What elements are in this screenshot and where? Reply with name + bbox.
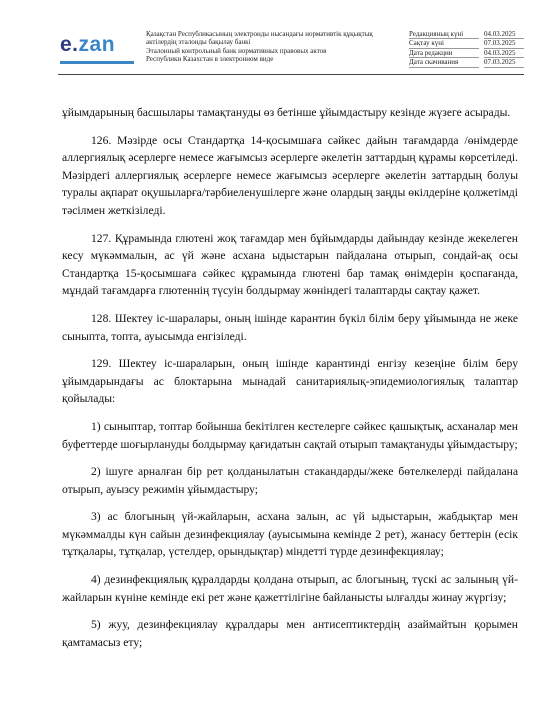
meta-value: 07.03.2025 [484, 58, 524, 67]
list-item-4: 4) дезинфекциялық құралдарды қолдана отырып, ас блогының, түскі ас залының үй-жайларын күніне кемінде екі рет және қажеттілігіне байланысты ылғалды жинау жүргізу; [62, 573, 518, 604]
meta-row-save-date-kz [409, 39, 524, 48]
paragraph-126: 126. Мәзірде осы Стандартқа 14-қосымшаға сәйкес дайын тағамдарда /өнімдерде аллергиялық әсерлерге немесе жағымсыз әсерлерге әкелетін заттардың құрамы көрсетіледі. Мәзірдегі аллергиялық әсерлерге немесе жағымсыз әсерлерге әкелетін заттардың болуы туралы ақпарат оқушыларға/тәрбиеленушілерге және олардың заңды өкілдеріне қолжетімді тәсілмен жеткізіледі. [62, 133, 518, 217]
meta-row-edition-date-kz [409, 30, 524, 39]
header-dates [409, 30, 524, 68]
list-item-5: 5) жуу, дезинфекциялау құралдары мен антисептиктердің азаймайтын қорымен қамтамасыз ету; [62, 618, 518, 649]
paragraph-128: 128. Шектеу іс-шаралары, оның ішінде карантин бүкіл білім беру ұйымында не жеке сыныпта, топта, ауысымда енгізіледі. [62, 311, 518, 343]
meta-row-edition-date-ru [409, 49, 524, 58]
meta-label: Редакцияның күні [409, 30, 479, 39]
logo-part-zan: zan [78, 33, 116, 56]
meta-label: Дата скачивания [409, 58, 479, 67]
list-item-1: 1) сыныптар, топтар бойынша бекітілген кестелерге сәйкес қашықтық, асханалар мен буфеттерде шоғырлануды болдырмау қағидатын сақтай отырып тамақтануды ұйымдастыру; [62, 419, 518, 451]
meta-value: 04.03.2025 [484, 30, 524, 39]
meta-value: 07.03.2025 [484, 39, 524, 48]
header-source-info [146, 30, 396, 64]
list-item-2: 2) ішуге арналған бір рет қолданылатын стакандарды/жеке бөтелкелерді пайдалана отырып, ауызсу режимін ұйымдастыру; [62, 465, 518, 496]
document-body [62, 104, 518, 661]
paragraph-129: 129. Шектеу іс-шараларын, оның ішінде карантинді енгізу кезеңіне білім беру ұйымдарындағы ас блоктарына мынадай санитариялық-эпидемиологиялық талаптар қойылады: [62, 357, 518, 406]
meta-row-download-date-ru [409, 58, 524, 67]
header-divider [58, 74, 524, 75]
logo-part-e: e. [60, 33, 79, 56]
header-source-line: актілердің эталонды бақылау банкі [146, 38, 251, 47]
document-header [0, 0, 557, 82]
paragraph-127: 127. Құрамында глютені жоқ тағамдар мен бұйымдарды дайындау кезінде жекелеген кесу мүкәммалын, ас үй және асхана ыдыстарын пайдалана отырып, сондай-ақ осы Стандартқа 15-қосымшаға сәйкес құрамында глютені бар тамақ өнімдерін қоспағанда, мұндай тағамдарға глютеннің түсуін болдырмау жөніндегі талаптарды сақтау қажет. [62, 231, 518, 298]
list-item-3: 3) ас блогының үй-жайларын, асхана залын, ас үй ыдыстарын, жабдықтар мен мүкәммалды күн сайын дезинфекциялау (ауысымына кемінде 2 рет), жанасу беттерін (есік тұтқалары, тұтқалар, үстелдер, орындықтар) міндетті түрде дезинфекциялау; [62, 510, 518, 559]
header-source-line: Эталонный контрольный банк нормативных правовых актов [146, 46, 327, 55]
meta-value: 04.03.2025 [484, 49, 524, 58]
logo-underline [60, 61, 134, 64]
meta-label: Сақтау күні [409, 39, 479, 48]
header-source-line: Республики Казахстан в электронном виде [146, 55, 274, 64]
meta-label: Дата редакции [409, 49, 479, 58]
paragraph-continuation: ұйымдарының басшылары тамақтануды өз бетінше ұйымдастыру кезінде жүзеге асырады. [62, 106, 511, 119]
header-source-line: Қазақстан Республикасының электронды нысандағы нормативтік құқықтық [146, 30, 373, 38]
ezan-logo [60, 33, 115, 57]
